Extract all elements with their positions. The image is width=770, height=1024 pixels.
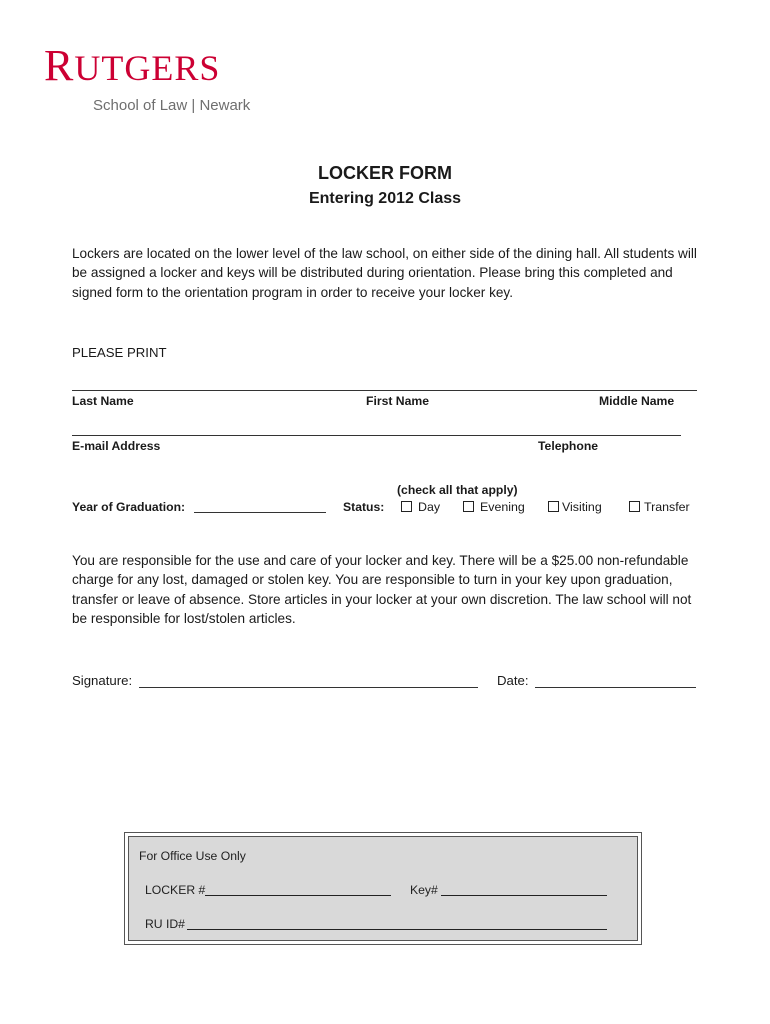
office-use-panel [128, 836, 638, 941]
middle-name-label: Middle Name [599, 394, 675, 408]
responsibility-paragraph: You are responsible for the use and care of your locker and key. There will be a $25.00 non-refundable charge for any lost, damaged or stolen key. You are responsible to turn in your key upon graduation, transfer or leave of absence. Store articles in your locker at your own discretion. The law school will not be responsible for lost/stolen articles. [72, 553, 692, 627]
email-phone-input-line[interactable] [72, 435, 681, 436]
intro-paragraph: Lockers are located on the lower level of the law school, on either side of the dining hall. All students will be assigned a locker and keys will be distributed during orientation. Please bring this completed and signed form to the orientation program in order to receive your locker key. [72, 246, 697, 300]
last-name-label: Last Name [72, 394, 134, 408]
ru-id-label: RU ID# [145, 917, 185, 931]
rutgers-logo [44, 41, 221, 90]
signature-label: Signature: [72, 673, 133, 688]
signature-input[interactable] [139, 687, 478, 688]
office-use-box [124, 832, 642, 945]
key-number-input[interactable] [441, 895, 607, 896]
visiting-checkbox[interactable] [548, 501, 559, 512]
date-label: Date: [497, 673, 529, 688]
please-print-label: PLEASE PRINT [72, 345, 167, 360]
logo-initial: R [44, 41, 75, 90]
form-title: LOCKER FORM [318, 163, 452, 183]
telephone-label: Telephone [538, 439, 599, 453]
transfer-label: Transfer [644, 500, 690, 514]
year-graduation-label: Year of Graduation: [72, 500, 186, 514]
ru-id-input[interactable] [187, 929, 607, 930]
locker-number-label: LOCKER # [145, 883, 206, 897]
email-label: E-mail Address [72, 439, 161, 453]
transfer-checkbox[interactable] [629, 501, 640, 512]
locker-number-input[interactable] [205, 895, 391, 896]
logo-name-rest: UTGERS [74, 48, 221, 88]
evening-label: Evening [480, 500, 525, 514]
evening-checkbox[interactable] [463, 501, 474, 512]
office-heading: For Office Use Only [139, 849, 246, 863]
first-name-label: First Name [366, 394, 429, 408]
day-checkbox[interactable] [401, 501, 412, 512]
day-label: Day [418, 500, 441, 514]
status-option-transfer[interactable] [629, 500, 690, 514]
date-input[interactable] [535, 687, 696, 688]
year-graduation-input[interactable] [194, 512, 326, 513]
name-input-line[interactable] [72, 390, 697, 391]
status-option-evening[interactable] [463, 500, 525, 514]
visiting-label: Visiting [562, 500, 602, 514]
status-label: Status: [343, 500, 385, 514]
status-option-day[interactable] [401, 500, 440, 514]
check-all-note: (check all that apply) [397, 483, 518, 497]
form-subtitle: Entering 2012 Class [308, 190, 462, 207]
key-number-label: Key# [410, 883, 438, 897]
logo-subtitle: School of Law | Newark [93, 97, 251, 114]
status-option-visiting[interactable] [548, 500, 602, 514]
